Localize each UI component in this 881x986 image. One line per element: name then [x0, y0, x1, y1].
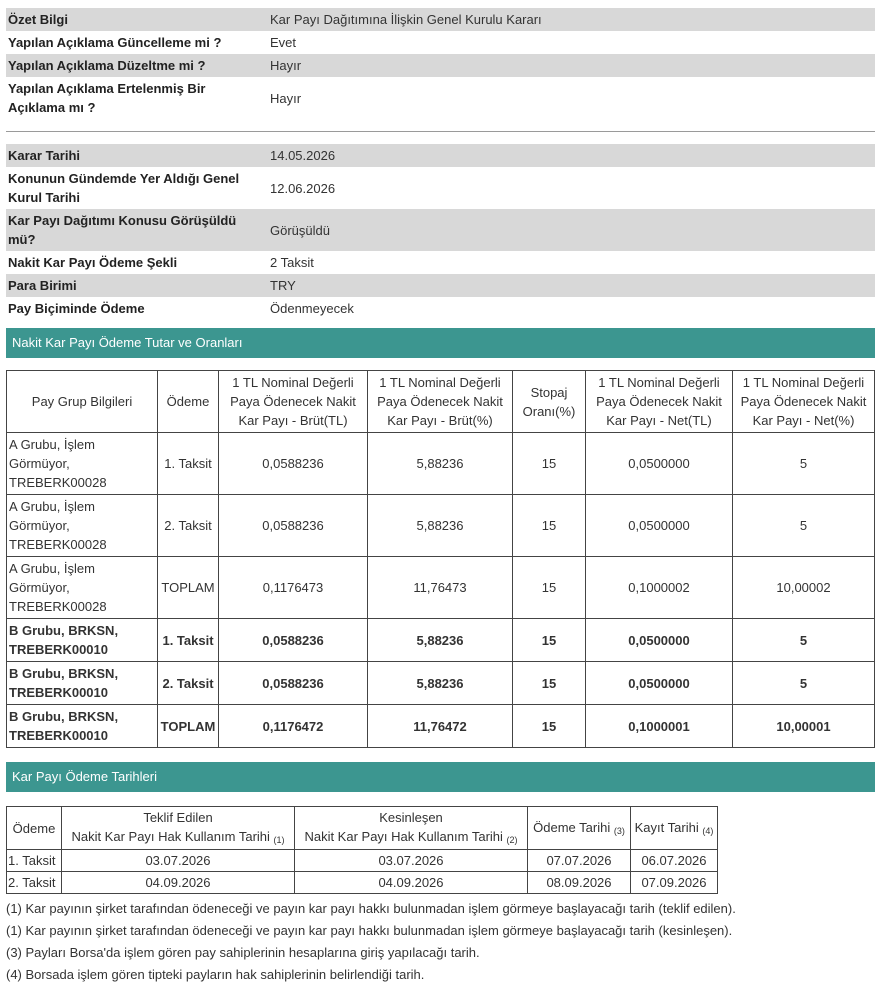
cell-net-tl: 0,0500000 [586, 433, 733, 495]
table-row [7, 557, 875, 619]
cell-payment: TOPLAM [158, 705, 219, 748]
cell-group: B Grubu, BRKSN, TREBERK00010 [7, 705, 158, 748]
payment-amounts-table [6, 370, 875, 748]
table-row [7, 662, 875, 705]
column-header-paydate [528, 807, 631, 850]
cell-gross-tl: 0,0588236 [219, 433, 368, 495]
footnote-ref: (3) [613, 825, 625, 836]
summary-row [6, 31, 875, 54]
field-label: Yapılan Açıklama Ertelenmiş Bir Açıklama mı ? [8, 81, 206, 115]
cell-group: B Grubu, BRKSN, TREBERK00010 [7, 619, 158, 662]
payment-dates-table [6, 806, 718, 894]
field-label: Kar Payı Dağıtımı Konusu Görüşüldü mü? [6, 209, 266, 251]
summary-row [6, 8, 875, 31]
cell-net-pct: 5 [733, 619, 875, 662]
summary-row [6, 54, 875, 77]
table-row [7, 850, 718, 872]
details-row [6, 209, 875, 251]
cell-payment: 2. Taksit [158, 495, 219, 557]
cell-gross-tl: 0,0588236 [219, 619, 368, 662]
field-value: 14.05.2026 [266, 144, 875, 167]
cell-gross-tl: 0,0588236 [219, 662, 368, 705]
cell-net-tl: 0,0500000 [586, 662, 733, 705]
table-row [7, 872, 718, 894]
column-header-payment: Ödeme [7, 807, 62, 850]
field-value: Hayır [270, 90, 302, 106]
column-header: Ödeme [158, 371, 219, 433]
details-row [6, 144, 875, 167]
cell-payment-date: 08.09.2026 [528, 872, 631, 894]
summary-row [6, 77, 875, 119]
field-label: Yapılan Açıklama Düzeltme mi ? [6, 54, 266, 77]
field-value: 2 Taksit [270, 255, 314, 270]
field-label: Pay Biçiminde Ödeme [8, 301, 145, 316]
cell-gross-pct: 5,88236 [368, 619, 513, 662]
footnote-ref: (2) [506, 835, 518, 845]
cell-net-tl: 0,1000001 [586, 705, 733, 748]
section-header-payment-amounts: Nakit Kar Payı Ödeme Tutar ve Oranları [6, 328, 875, 358]
column-header-offered-top: Teklif Edilen [143, 810, 213, 825]
footnote-ref: (4) [702, 825, 714, 836]
header-text: Nakit Kar Payı Hak Kullanım Tarihi [71, 829, 270, 844]
cell-net-pct: 10,00002 [733, 557, 875, 619]
details-row [6, 167, 875, 209]
field-value: 12.06.2026 [270, 180, 336, 196]
cell-withholding: 15 [513, 705, 586, 748]
field-label: Para Birimi [6, 274, 266, 297]
column-header-offered-bottom [63, 827, 293, 848]
summary-table [6, 8, 875, 119]
cell-payment: 1. Taksit [7, 850, 62, 872]
column-header: 1 TL Nominal Değerli Paya Ödenecek Nakit Kar Payı - Brüt(TL) [219, 371, 368, 433]
cell-gross-tl: 0,1176472 [219, 705, 368, 748]
cell-gross-pct: 5,88236 [368, 433, 513, 495]
footnote: (4) Borsada işlem gören tipteki payların hak sahiplerinin belirlendiği tarih. [6, 967, 425, 982]
cell-withholding: 15 [513, 662, 586, 705]
cell-net-tl: 0,0500000 [586, 495, 733, 557]
details-row [6, 297, 875, 320]
footnote: (1) Kar payının şirket tarafından ödeneceği ve payın kar payı hakkı bulunmadan işlem görmeye başlayacağı tarih (kesinleşen). [6, 923, 733, 938]
cell-net-pct: 5 [733, 662, 875, 705]
cell-group: A Grubu, İşlem Görmüyor, TREBERK00028 [7, 495, 158, 557]
field-label: Nakit Kar Payı Ödeme Şekli [8, 255, 178, 270]
column-header: 1 TL Nominal Değerli Paya Ödenecek Nakit Kar Payı - Net(%) [733, 371, 875, 433]
cell-payment: 2. Taksit [158, 662, 219, 705]
cell-payment: TOPLAM [158, 557, 219, 619]
cell-payment: 1. Taksit [158, 433, 219, 495]
header-text: Ödeme Tarihi [533, 819, 611, 835]
cell-withholding: 15 [513, 495, 586, 557]
column-header-final-bottom [296, 827, 526, 848]
field-value: Evet [270, 35, 297, 50]
footnote-ref: (1) [273, 835, 285, 845]
footnote: (1) Kar payının şirket tarafından ödeneceği ve payın kar payı hakkı bulunmadan işlem görmeye başlayacağı tarih (teklif edilen). [6, 901, 736, 916]
field-value: Kar Payı Dağıtımına İlişkin Genel Kurulu Kararı [266, 8, 875, 31]
field-label: Karar Tarihi [6, 144, 266, 167]
cell-record-date: 06.07.2026 [631, 850, 718, 872]
cell-final-date: 04.09.2026 [295, 872, 528, 894]
cell-net-pct: 10,00001 [733, 705, 875, 748]
table-row [7, 495, 875, 557]
cell-final-date: 03.07.2026 [295, 850, 528, 872]
cell-net-tl: 0,0500000 [586, 619, 733, 662]
column-header-record [631, 807, 718, 850]
column-header: Stopaj Oranı(%) [513, 371, 586, 433]
cell-offered-date: 04.09.2026 [62, 872, 295, 894]
cell-net-tl: 0,1000002 [586, 557, 733, 619]
cell-withholding: 15 [513, 433, 586, 495]
cell-record-date: 07.09.2026 [631, 872, 718, 894]
column-header: 1 TL Nominal Değerli Paya Ödenecek Nakit Kar Payı - Net(TL) [586, 371, 733, 433]
payment-amounts-body [7, 433, 875, 748]
column-header: 1 TL Nominal Değerli Paya Ödenecek Nakit Kar Payı - Brüt(%) [368, 371, 513, 433]
table-row [7, 705, 875, 748]
cell-gross-pct: 5,88236 [368, 495, 513, 557]
cell-gross-tl: 0,0588236 [219, 495, 368, 557]
field-value: Görüşüldü [266, 209, 875, 251]
footnotes [6, 898, 875, 986]
section-header-payment-dates: Kar Payı Ödeme Tarihleri [6, 762, 875, 792]
field-label: Konunun Gündemde Yer Aldığı Genel Kurul Tarihi [8, 171, 240, 205]
field-label: Yapılan Açıklama Güncelleme mi ? [8, 35, 222, 50]
column-header-final-top: Kesinleşen [379, 810, 443, 825]
column-header-final [295, 807, 528, 850]
table-header-row [7, 807, 718, 850]
cell-payment: 2. Taksit [7, 872, 62, 894]
field-value: TRY [266, 274, 875, 297]
header-text: Kayıt Tarihi [634, 819, 699, 835]
field-value: Hayır [266, 54, 875, 77]
details-row [6, 274, 875, 297]
cell-group: A Grubu, İşlem Görmüyor, TREBERK00028 [7, 433, 158, 495]
header-text: Nakit Kar Payı Hak Kullanım Tarihi [304, 829, 503, 844]
cell-payment: 1. Taksit [158, 619, 219, 662]
cell-group: B Grubu, BRKSN, TREBERK00010 [7, 662, 158, 705]
column-header: Pay Grup Bilgileri [7, 371, 158, 433]
cell-offered-date: 03.07.2026 [62, 850, 295, 872]
cell-net-pct: 5 [733, 433, 875, 495]
cell-net-pct: 5 [733, 495, 875, 557]
details-row [6, 251, 875, 274]
cell-payment-date: 07.07.2026 [528, 850, 631, 872]
table-row [7, 619, 875, 662]
table-header-row [7, 371, 875, 433]
field-label: Özet Bilgi [6, 8, 266, 31]
cell-gross-pct: 5,88236 [368, 662, 513, 705]
cell-group: A Grubu, İşlem Görmüyor, TREBERK00028 [7, 557, 158, 619]
table-row [7, 433, 875, 495]
footnote: (3) Payları Borsa'da işlem gören pay sahiplerinin hesaplarına giriş yapılacağı tarih. [6, 945, 480, 960]
cell-withholding: 15 [513, 619, 586, 662]
divider [6, 131, 875, 132]
details-table [6, 144, 875, 320]
cell-gross-pct: 11,76473 [368, 557, 513, 619]
field-value: Ödenmeyecek [270, 301, 354, 316]
column-header-offered [62, 807, 295, 850]
cell-withholding: 15 [513, 557, 586, 619]
cell-gross-tl: 0,1176473 [219, 557, 368, 619]
cell-gross-pct: 11,76472 [368, 705, 513, 748]
